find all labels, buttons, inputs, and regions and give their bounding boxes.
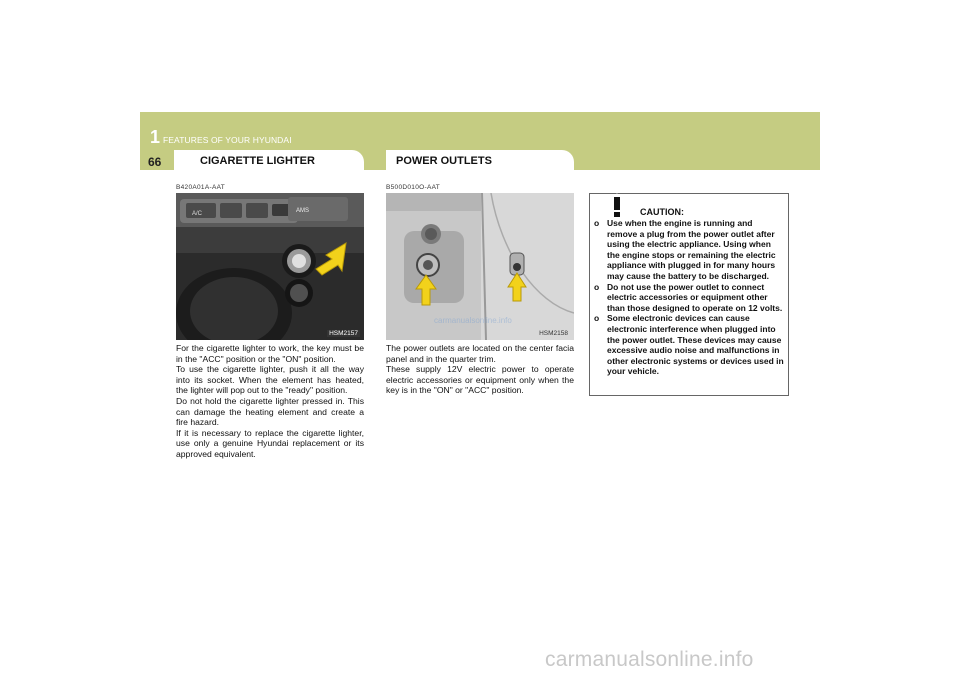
caution-bullet: o	[594, 313, 600, 324]
caution-item	[594, 282, 785, 314]
section-title-power-outlets: POWER OUTLETS	[396, 155, 492, 167]
chapter-number: 1	[150, 127, 161, 147]
paragraph: The power outlets are located on the center facia panel and in the quarter trim.	[386, 343, 574, 364]
chapter-title: FEATURES OF YOUR HYUNDAI	[163, 135, 292, 145]
ams-label: AMS	[296, 208, 310, 214]
cigarette-lighter-text	[176, 343, 364, 460]
site-watermark: carmanualsonline.info	[545, 648, 754, 671]
section-code-cigarette-lighter: B420A01A-AAT	[176, 184, 226, 191]
caution-bullet: o	[594, 281, 600, 292]
overlay-watermark: carmanualsonline.info	[434, 316, 512, 325]
paragraph: For the cigarette lighter to work, the key must be in the "ACC" position or the "ON" position.	[176, 343, 364, 364]
caution-title: CAUTION:	[640, 207, 684, 217]
caution-item-text: Do not use the power outlet to connect electric accessories or equipment other than those designed to operate on 12 volts.	[607, 281, 783, 313]
page-number: 66	[148, 155, 162, 169]
paragraph: If it is necessary to replace the cigarette lighter, use only a genuine Hyundai replacement or its approved equivalent.	[176, 427, 364, 459]
photo-code-hsm2158: HSM2158	[539, 330, 568, 337]
cigarette-lighter-photo	[176, 193, 364, 340]
paragraph: Do not hold the cigarette lighter pressed in. This can damage the heating element and create a fire hazard.	[176, 395, 364, 428]
paragraph: These supply 12V electric power to operate electric accessories or equipment only when the key is in the "ON" or "ACC" position.	[386, 364, 574, 396]
caution-item-text: Use when the engine is running and remove a plug from the power outlet after using the electric appliance. Using when the engine stops or remaining the electric appliance with plugged in for many hours may cause the battery to be discharged.	[607, 218, 776, 281]
caution-bullet: o	[594, 218, 600, 228]
caution-item	[594, 313, 785, 377]
ac-label: A/C	[192, 211, 203, 217]
power-outlets-text	[386, 343, 574, 396]
caution-item-text: Some electronic devices can cause electronic interference when plugged into the power outlet. These devices may cause excessive audio noise and malfunctions in other electronic systems or devices used in your vehicle.	[607, 313, 784, 377]
section-code-power-outlets: B500D010O-AAT	[386, 184, 440, 191]
paragraph: To use the cigarette lighter, push it all the way into its socket. When the element has heated, the lighter will pop out to the "ready" position.	[176, 364, 364, 396]
section-title-cigarette-lighter: CIGARETTE LIGHTER	[200, 155, 315, 167]
photo-code-hsm2157: HSM2157	[329, 330, 358, 337]
caution-item	[594, 218, 785, 282]
caution-list	[594, 218, 785, 377]
